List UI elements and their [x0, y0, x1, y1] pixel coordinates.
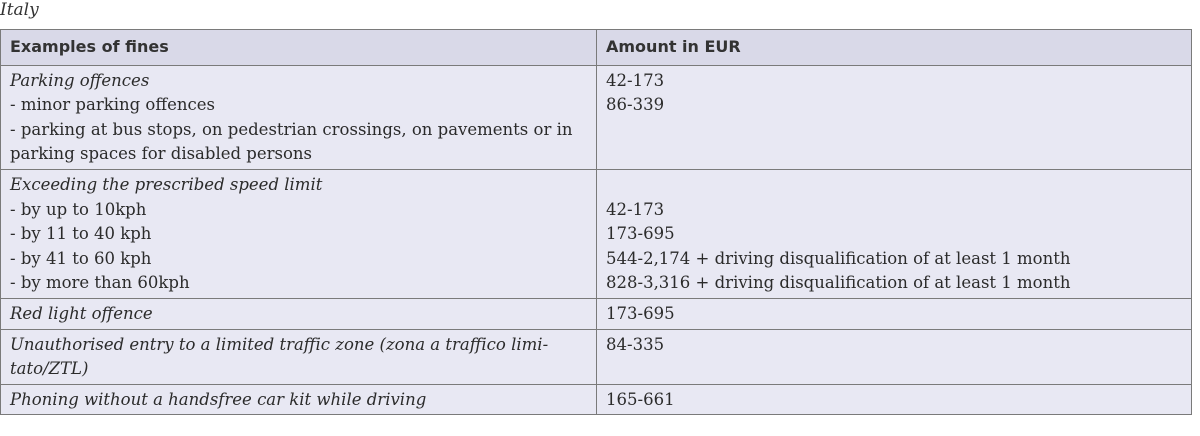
- amount-value: 173-695: [606, 224, 675, 244]
- fines-table: [0, 29, 1192, 415]
- offence-detail: - by 41 to 60 kph: [10, 248, 152, 268]
- amount-cell: [597, 169, 1192, 298]
- table-header-row: [1, 30, 1192, 66]
- amount-value: 544-2,174 + driving disqualification of at least 1 month: [606, 248, 1071, 268]
- offence-title: Red light offence: [10, 303, 153, 323]
- offence-title: Phoning without a handsfree car kit while driving: [10, 389, 427, 409]
- amount-value: 173-695: [606, 303, 675, 323]
- offence-cell: [1, 329, 597, 384]
- amount-value: 165-661: [606, 389, 675, 409]
- amount-value: 42-173: [606, 199, 665, 219]
- offence-cell: [1, 384, 597, 415]
- amount-cell: [597, 384, 1192, 415]
- offence-title: Parking offences: [10, 70, 150, 90]
- header-examples-of-fines: Examples of fines: [1, 30, 597, 66]
- amount-value: 828-3,316 + driving disqualification of at least 1 month: [606, 273, 1071, 293]
- amount-value: 84-335: [606, 334, 665, 354]
- header-amount: Amount in EUR: [597, 30, 1192, 66]
- table-row: [1, 298, 1192, 329]
- table-row: [1, 65, 1192, 169]
- offence-title: Unauthorised entry to a limited traffic zone (zona a traffico limi-: [10, 334, 549, 354]
- amount-value: 42-173: [606, 70, 665, 90]
- offence-detail: - parking at bus stops, on pedestrian crossings, on pavements or in: [10, 119, 573, 139]
- offence-cell: [1, 169, 597, 298]
- offence-detail: parking spaces for disabled persons: [10, 144, 313, 164]
- amount-cell: [597, 298, 1192, 329]
- table-row: [1, 384, 1192, 415]
- table-row: [1, 329, 1192, 384]
- offence-detail: - minor parking offences: [10, 95, 215, 115]
- offence-detail: - by more than 60kph: [10, 273, 190, 293]
- offence-cell: [1, 65, 597, 169]
- offence-title: Exceeding the prescribed speed limit: [10, 174, 323, 194]
- table-caption: Italy: [0, 0, 39, 20]
- amount-cell: [597, 329, 1192, 384]
- amount-cell: [597, 65, 1192, 169]
- offence-detail: - by up to 10kph: [10, 199, 147, 219]
- offence-title: tato/ZTL): [10, 359, 89, 379]
- amount-spacer: [606, 173, 1182, 198]
- offence-cell: [1, 298, 597, 329]
- offence-detail: - by 11 to 40 kph: [10, 224, 152, 244]
- amount-value: 86-339: [606, 95, 665, 115]
- table-row: [1, 169, 1192, 298]
